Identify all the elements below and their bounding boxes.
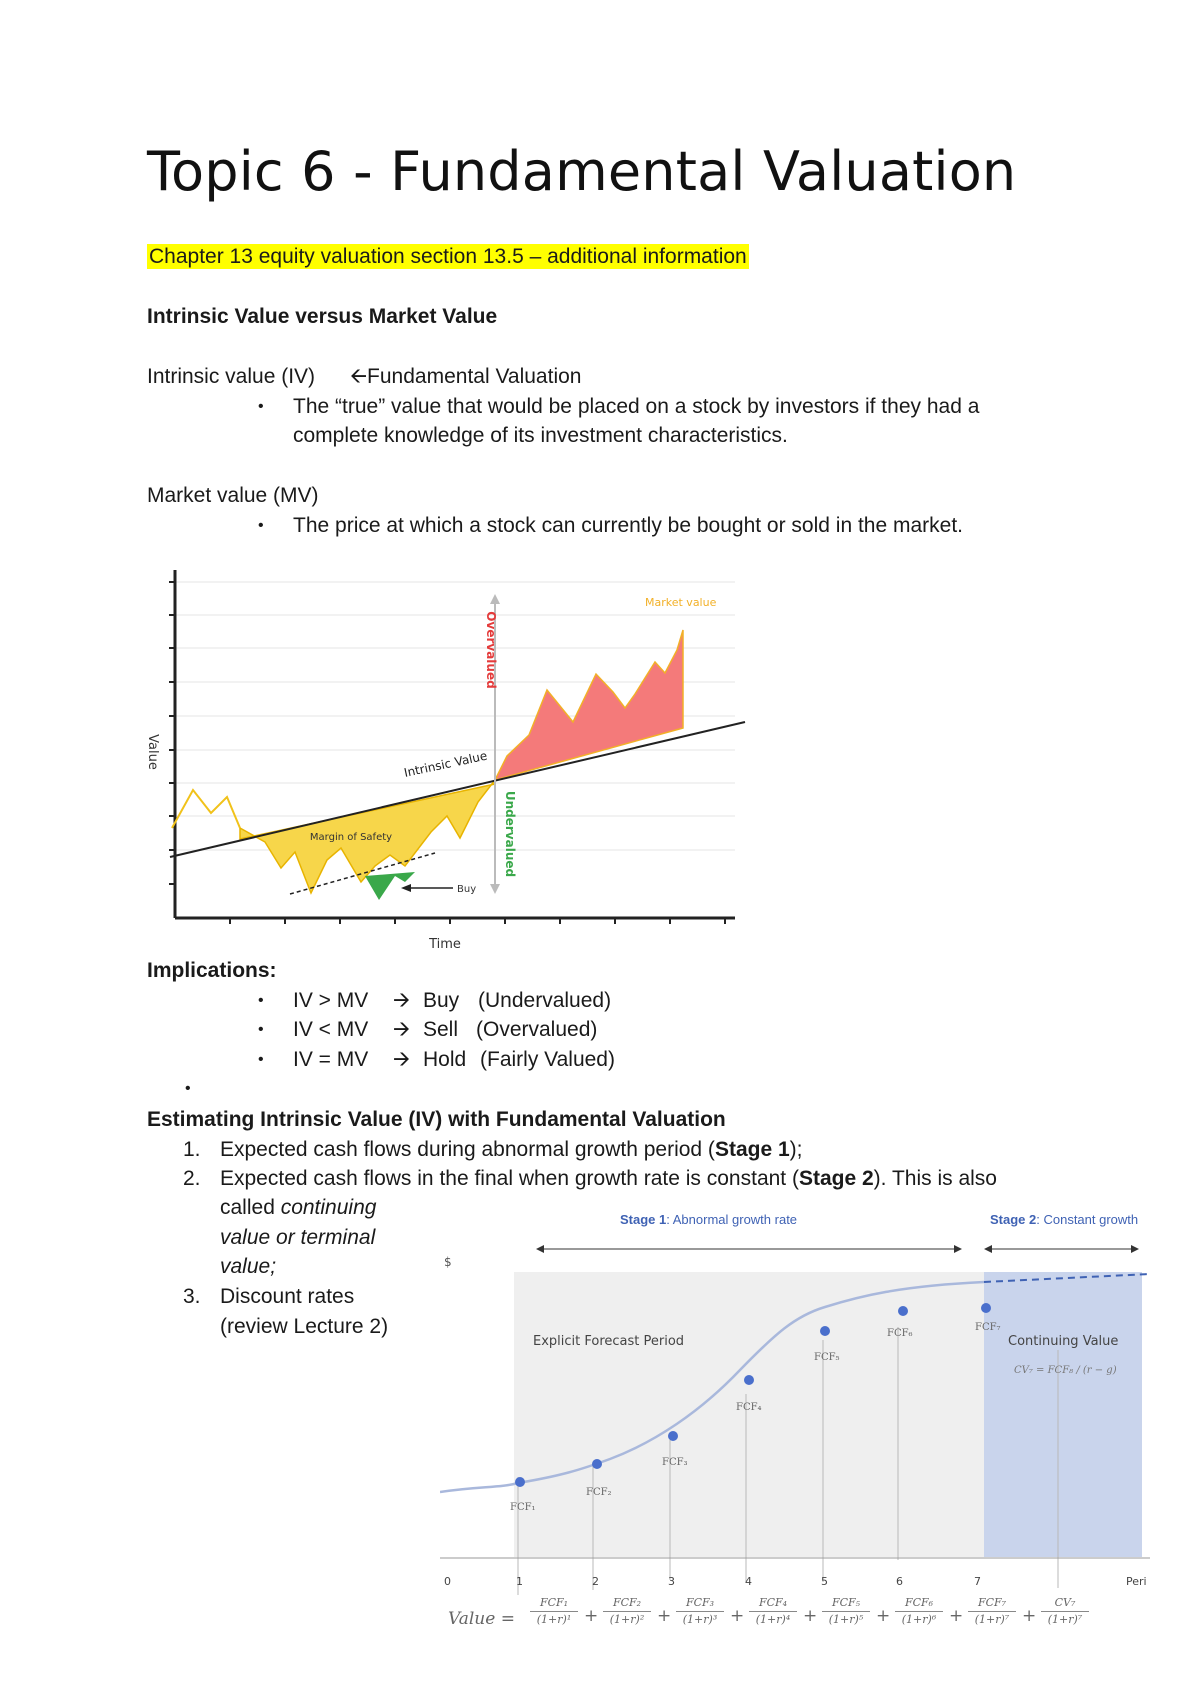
two-stage-dcf-chart: [440, 1210, 1160, 1630]
plus-sign: +: [1022, 1606, 1037, 1626]
list-number: 3.: [183, 1285, 201, 1308]
buy-arrow-icon: [401, 884, 411, 892]
intrinsic-value-line: [170, 722, 745, 857]
bullet-icon: •: [185, 1080, 191, 1097]
implication-cond: IV > MV: [293, 989, 369, 1012]
fcf-point: [820, 1326, 830, 1336]
equation-fraction: [676, 1595, 724, 1628]
implication-action: Hold: [423, 1048, 467, 1071]
intrinsic-value-label: Intrinsic Value: [402, 748, 489, 780]
x-tick: 5: [821, 1575, 828, 1588]
bullet-icon: •: [258, 1051, 264, 1068]
fcf-label: FCF₃: [662, 1457, 688, 1468]
fcf-label: FCF₂: [586, 1487, 612, 1498]
plus-sign: +: [584, 1606, 599, 1626]
implication-note: (Undervalued): [478, 989, 612, 1012]
list-item-3-cont: (review Lecture 2): [220, 1315, 389, 1338]
page-title: Topic 6 - Fundamental Valuation: [147, 140, 1017, 203]
implication-note: (Fairly Valued): [480, 1048, 615, 1071]
explicit-forecast-label: Explicit Forecast Period: [533, 1334, 685, 1349]
mv-definition: The price at which a stock can currently be bought or sold in the market.: [293, 514, 964, 537]
value-equation-lhs: Value =: [448, 1609, 515, 1629]
cv-formula: CV₇ = FCF₈ / (r − g): [1014, 1365, 1117, 1376]
overvalued-area: [495, 630, 683, 780]
list-item-2-cont: value or terminal: [220, 1226, 376, 1249]
equation-fraction: [895, 1595, 943, 1628]
x-tick: 2: [592, 1575, 599, 1588]
fraction-denominator: (1+r)³: [682, 1613, 718, 1626]
fcf-point: [515, 1477, 525, 1487]
arrow-right-icon: [954, 1245, 962, 1253]
mv-label: Market value (MV): [147, 484, 319, 507]
estimating-heading: Estimating Intrinsic Value (IV) with Fundamental Valuation: [147, 1108, 726, 1131]
arrow-left-icon: [984, 1245, 992, 1253]
y-axis-label: $: [444, 1255, 452, 1269]
list-item-2-cont: called continuing: [220, 1196, 377, 1219]
bullet-icon: •: [258, 992, 264, 1009]
plus-sign: +: [803, 1606, 818, 1626]
fraction-denominator: (1+r)⁷: [1047, 1613, 1083, 1626]
list-item-3: Discount rates: [220, 1285, 355, 1308]
equation-fraction: [968, 1595, 1016, 1628]
fraction-numerator: FCF₅: [822, 1595, 870, 1612]
implication-arrow: 🡪: [393, 989, 411, 1012]
x-tick: 1: [516, 1575, 523, 1588]
explicit-forecast-region: [514, 1272, 984, 1557]
fcf-label: FCF₇: [975, 1322, 1001, 1333]
x-tick: 0: [444, 1575, 451, 1588]
iv-definition-2: complete knowledge of its investment characteristics.: [293, 424, 788, 447]
fcf-point: [898, 1306, 908, 1316]
y-axis-label: Value: [145, 734, 160, 770]
fcf-label: FCF₅: [814, 1352, 840, 1363]
x-axis-label: Peri: [1126, 1575, 1147, 1588]
fcf-label: FCF₁: [510, 1502, 536, 1513]
list-item-2: Expected cash flows in the final when growth rate is constant (Stage 2). This is also: [220, 1167, 997, 1190]
undervalued-label: Undervalued: [503, 790, 517, 878]
stage1-header: Stage 1: Abnormal growth rate: [620, 1212, 798, 1227]
fcf-point: [981, 1303, 991, 1313]
fraction-numerator: FCF₂: [603, 1595, 651, 1612]
implication-cond: IV < MV: [293, 1018, 369, 1041]
continuing-value-label: Continuing Value: [1008, 1334, 1119, 1349]
arrow-down-icon: [490, 884, 500, 894]
plus-sign: +: [730, 1606, 745, 1626]
market-value-label: Market value: [645, 596, 717, 609]
fcf-point: [744, 1375, 754, 1385]
fraction-denominator: (1+r)⁷: [974, 1613, 1010, 1626]
iv-label: Intrinsic value (IV): [147, 365, 316, 388]
x-tick: 7: [974, 1575, 981, 1588]
x-tick: 6: [896, 1575, 903, 1588]
list-number: 2.: [183, 1167, 201, 1190]
implication-arrow: 🡪: [393, 1048, 411, 1071]
implication-note: (Overvalued): [476, 1018, 598, 1041]
section-heading-iv-mv: Intrinsic Value versus Market Value: [147, 305, 498, 328]
fraction-numerator: FCF₁: [530, 1595, 578, 1612]
fraction-denominator: (1+r)⁶: [901, 1613, 937, 1626]
fraction-denominator: (1+r)⁴: [755, 1613, 791, 1626]
bullet-icon: •: [258, 517, 264, 534]
fraction-numerator: CV₇: [1041, 1595, 1089, 1612]
x-tick: 4: [745, 1575, 752, 1588]
fraction-numerator: FCF₄: [749, 1595, 797, 1612]
arrow-up-icon: [490, 594, 500, 604]
chapter-note-text: Chapter 13 equity valuation section 13.5 – additional information: [149, 245, 747, 268]
fraction-numerator: FCF₃: [676, 1595, 724, 1612]
equation-fraction: [603, 1595, 651, 1628]
plus-sign: +: [949, 1606, 964, 1626]
market-value-line-early: [172, 790, 240, 828]
bullet-icon: •: [258, 398, 264, 415]
list-item-2-cont: value;: [220, 1255, 277, 1278]
implication-cond: IV = MV: [293, 1048, 369, 1071]
arrow-left-icon: [536, 1245, 544, 1253]
fcf-point: [592, 1459, 602, 1469]
fcf-label: FCF₆: [887, 1328, 913, 1339]
equation-fraction: [822, 1595, 870, 1628]
iv-arrow-text: 🡨Fundamental Valuation: [350, 365, 582, 388]
arrow-right-icon: [1131, 1245, 1139, 1253]
stage2-header: Stage 2: Constant growth: [990, 1212, 1139, 1227]
fraction-numerator: FCF₆: [895, 1595, 943, 1612]
bullet-icon: •: [258, 1021, 264, 1038]
equation-fraction: [1041, 1595, 1089, 1628]
iv-definition-1: The “true” value that would be placed on a stock by investors if they had a: [293, 395, 980, 418]
equation-fraction: [749, 1595, 797, 1628]
implication-arrow: 🡪: [393, 1018, 411, 1041]
implication-action: Buy: [423, 989, 460, 1012]
value-equation: [448, 1595, 1088, 1645]
chapter-note: [147, 244, 749, 270]
fcf-label: FCF₄: [736, 1402, 762, 1413]
fraction-denominator: (1+r)²: [609, 1613, 645, 1626]
list-item-1: Expected cash flows during abnormal growth period (Stage 1);: [220, 1138, 803, 1161]
margin-of-safety-label: Margin of Safety: [309, 832, 393, 843]
overvalued-label: Overvalued: [484, 611, 498, 689]
fcf-point: [668, 1431, 678, 1441]
x-axis-label: Time: [429, 937, 461, 952]
plus-sign: +: [876, 1606, 891, 1626]
x-tick-labels: [444, 1575, 1147, 1588]
x-tick: 3: [668, 1575, 675, 1588]
continuing-value-region: [984, 1272, 1142, 1557]
list-number: 1.: [183, 1138, 201, 1161]
buy-label: Buy: [457, 884, 477, 895]
fraction-denominator: (1+r)⁵: [828, 1613, 864, 1626]
fraction-denominator: (1+r)¹: [536, 1613, 572, 1626]
plus-sign: +: [657, 1606, 672, 1626]
equation-fraction: [530, 1595, 578, 1628]
implication-action: Sell: [423, 1018, 459, 1041]
fraction-numerator: FCF₇: [968, 1595, 1016, 1612]
iv-mv-chart: [135, 570, 755, 960]
implications-heading: Implications:: [147, 959, 277, 982]
